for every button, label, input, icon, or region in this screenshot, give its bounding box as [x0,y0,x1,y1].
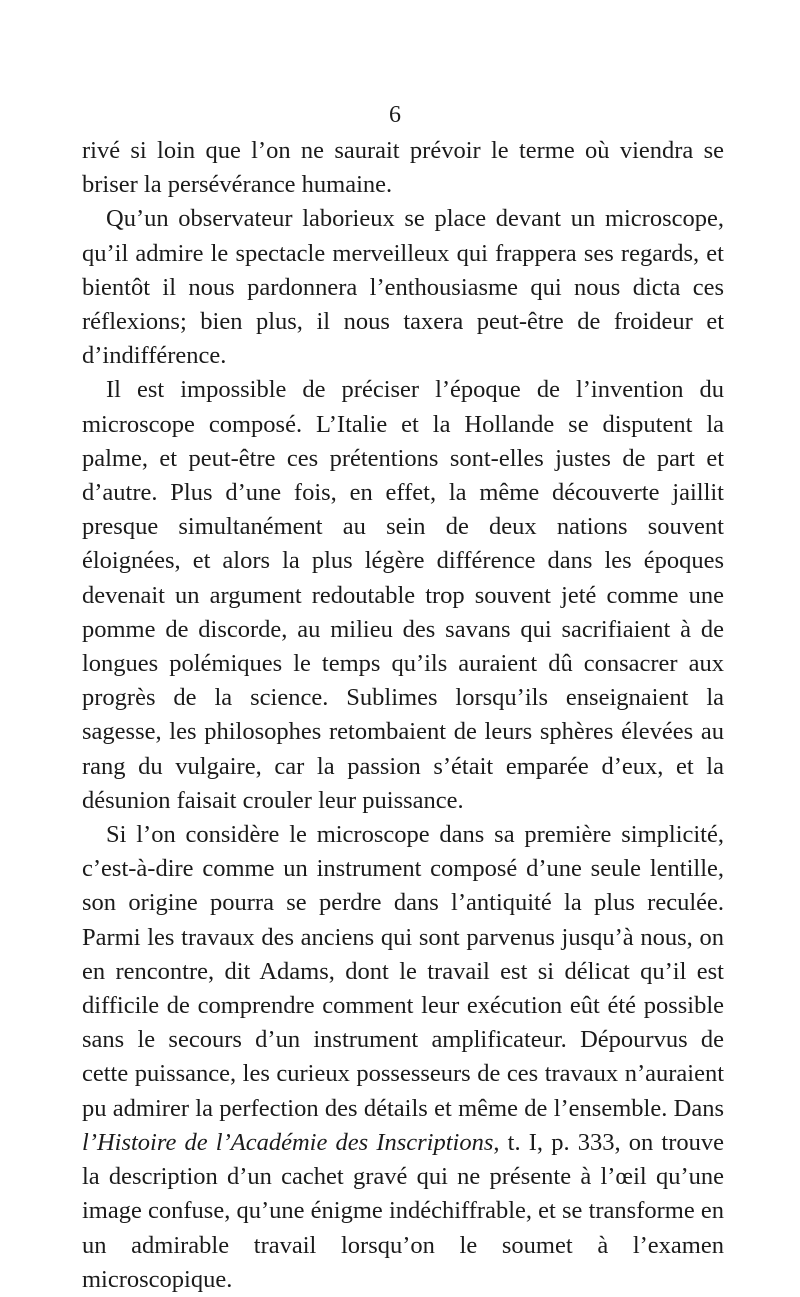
paragraph-3: Il est impossible de préciser l’époque de l’invention du microscope composé. L’Italie et la Hollande se disputent la palme, et peut-être ces prétentions sont-elles justes de part et d’autre. Plus d’une fois, en effet, la même découverte jaillit presque simultanément au sein de deux nations souvent éloignées, et alors la plus légère différence dans les époques devenait un argument redoutable trop souvent jeté comme une pomme de discorde, au milieu des savans qui sacrifiaient à de longues polémiques le temps qu’ils auraient dû consacrer aux progrès de la science. Sublimes lorsqu’ils enseignaient la sagesse, les philosophes retombaient de leurs sphères élevées au rang du vulgaire, car la passion s’était emparée d’eux, et la désunion faisait crouler leur puissance. [82,376,724,814]
body-text [82,134,724,1297]
paragraph-4 [82,818,724,1297]
paragraph-2: Qu’un observateur laborieux se place devant un microscope, qu’il admire le spectacle merveilleux qui frappera ses regards, et bientôt il nous pardonnera l’enthousiasme qui nous dicta ces réflexions; bien plus, il nous taxera peut-être de froideur et d’indifférence. [82,205,724,370]
paragraph-4-text-after: , t. I, p. 333, on trouve la description d’un cachet gravé qui ne présente à l’œil qu’une image confuse, qu’une énigme indéchiffrable, et se transforme en un admirable travail lorsqu’on le soumet à l’examen microscopique. [82,1128,724,1293]
paragraph-1: rivé si loin que l’on ne saurait prévoir le terme où viendra se briser la persévérance humaine. [82,137,724,199]
page-number: 6 [389,102,401,128]
book-title-reference: l’Histoire de l’Académie des Inscriptions [82,1128,494,1156]
paragraph-4-text-before: Si l’on considère le microscope dans sa première simplicité, c’est-à-dire comme un instrument composé d’une seule lentille, son origine pourra se perdre dans l’antiquité la plus reculée. Parmi les travaux des anciens qui sont parvenus jusqu’à nous, on en rencontre, dit Adams, dont le travail est si délicat qu’il est difficile de comprendre comment leur exécution eût été possible sans le secours d’un instrument amplificateur. Dépourvus de cette puissance, les curieux possesseurs de ces travaux n’auraient pu admirer la perfection des détails et même de l’ensemble. Dans [82,821,724,1122]
